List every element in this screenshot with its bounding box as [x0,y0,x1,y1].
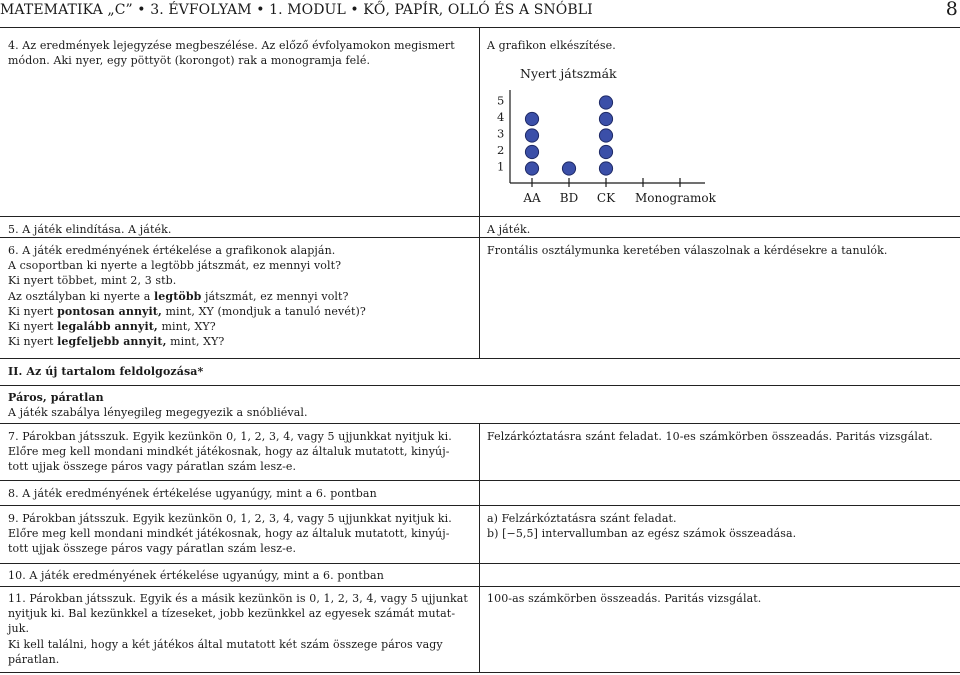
row3-left-text [8,243,366,349]
row9-left-text [8,591,468,667]
row-divider [0,385,960,386]
text-span: mint, XY? [166,335,225,349]
x-tick-label: AA [523,191,541,205]
y-tick-label: 1 [497,159,505,174]
text-line: tott ujjak összege páros vagy páratlan szám lesz-e. [8,542,297,556]
emphasis: legtöbb [154,289,202,303]
data-point-AA [525,145,538,158]
row-divider [0,480,960,481]
row2-right-text: A játék. [487,223,531,236]
page-number: 8 [945,0,958,20]
text-line: Ki nyert többet, mint 2, 3 stb. [8,274,177,288]
bottom-rule [0,672,960,673]
emphasis: pontosan annyit, [57,304,162,318]
text-span: játszmát, ez mennyi volt? [201,289,349,303]
text-line: 11. Párokban játsszuk. Egyik és a másik kezünkön is 0, 1, 2, 3, 4, vagy 5 ujjunkat [8,592,468,605]
row4-left-text [8,390,308,420]
page-header [0,0,960,24]
column-divider [479,423,480,672]
data-point-CK [599,112,612,125]
row6-left-text: 8. A játék eredményének értékelése ugyanúgy, mint a 6. pontban [8,487,377,500]
y-tick-label: 3 [497,126,505,141]
row5-left-text [8,429,452,475]
text-line: 4. Az eredmények lejegyzése megbeszélése. Az előző évfolyamokon megismert [8,39,455,52]
text-line: páratlan. [8,652,60,666]
x-tick-label: BD [559,191,579,205]
text-line: 6. A játék eredményének értékelése a grafikonok alapján. [8,244,336,257]
row-divider [0,563,960,564]
row-divider [0,216,960,217]
results-chart [480,40,950,215]
x-axis-label: Monogramok [635,191,716,205]
data-point-CK [599,96,612,109]
text-line [8,289,366,304]
text-line: A játék szabálya lényegileg megegyezik a snóbliéval. [8,406,308,420]
text-line [8,319,366,334]
row5-right-text: Felzárkóztatásra szánt feladat. 10-es számkörben összeadás. Paritás vizsgálat. [487,430,933,443]
document-title: MATEMATIKA „C” • 3. ÉVFOLYAM • 1. MODUL • KŐ, PAPÍR, OLLÓ ÉS A SNÓBLI [0,2,593,18]
data-point-AA [525,129,538,142]
text-line: Előre meg kell mondani mindkét játékosnak, hogy az általuk mutatott, kinyúj- [8,445,450,459]
row-divider [0,423,960,424]
data-point-AA [525,162,538,175]
row-divider [0,505,960,506]
data-point-BD [562,162,575,175]
text-line: b) [−5,5] intervallumban az egész számok összeadása. [487,527,797,541]
text-span: mint, XY (mondjuk a tanuló nevét)? [161,304,366,318]
text-line: Előre meg kell mondani mindkét játékosnak, hogy az általuk mutatott, kinyúj- [8,527,450,541]
text-line [8,304,366,319]
chart-points [525,96,612,175]
emphasis: legalább annyit, [57,320,158,334]
text-span: mint, XY? [157,320,216,334]
text-span: Ki nyert [8,335,58,349]
text-line: Ki kell találni, hogy a két játékos által mutatott két szám összege páros vagy [8,637,443,651]
row7-right-text [487,511,796,541]
header-rule [0,27,960,28]
row2-left-text: 5. A játék elindítása. A játék. [8,223,172,236]
y-axis-ticks [497,94,504,174]
text-line: a) Felzárkóztatásra szánt feladat. [487,512,677,525]
text-line: juk. [8,622,30,636]
row-divider [0,586,960,587]
text-span: Az osztályban ki nyerte a [8,289,155,303]
chart-heading: A grafikon elkészítése. [487,39,616,52]
text-line: tott ujjak összege páros vagy páratlan szám lesz-e. [8,460,297,474]
row8-left-text: 10. A játék eredményének értékelése ugyanúgy, mint a 6. pontban [8,569,384,582]
text-line [8,334,366,349]
text-line: 7. Párokban játsszuk. Egyik kezünkön 0, 1, 2, 3, 4, vagy 5 ujjunkkat nyitjuk ki. [8,430,452,443]
row3-right-text: Frontális osztálymunka keretében válaszolnak a kérdésekre a tanulók. [487,244,888,257]
text-line: nyitjuk ki. Bal kezünkkel a tízeseket, jobb kezünkkel az egyesek számát mutat- [8,607,456,621]
y-tick-label: 4 [497,110,505,124]
row9-right-text: 100-as számkörben összeadás. Paritás vizsgálat. [487,592,762,605]
emphasis: legfeljebb annyit, [57,335,167,349]
data-point-CK [599,162,612,175]
text-span: Ki nyert [8,320,58,334]
data-point-CK [599,145,612,158]
text-line: módon. Aki nyer, egy pöttyöt (korongot) rak a monogramja felé. [8,54,371,68]
row-divider [0,358,960,359]
row7-left-text [8,511,452,557]
row1-left-text [8,38,455,68]
y-tick-label: 5 [497,93,505,108]
chart-title: Nyert játszmák [520,66,617,81]
section-heading: II. Az új tartalom feldolgozása* [8,365,204,378]
data-point-AA [525,112,538,125]
data-point-CK [599,129,612,142]
y-tick-label: 2 [497,143,505,157]
text-line: A csoportban ki nyerte a legtöbb játszmát, ez mennyi volt? [8,259,342,273]
x-tick-label: CK [596,191,616,205]
text-span: Ki nyert [8,304,58,318]
subheading: Páros, páratlan [8,391,104,404]
text-line: 9. Párokban játsszuk. Egyik kezünkön 0, 1, 2, 3, 4, vagy 5 ujjunkkat nyitjuk ki. [8,512,452,525]
